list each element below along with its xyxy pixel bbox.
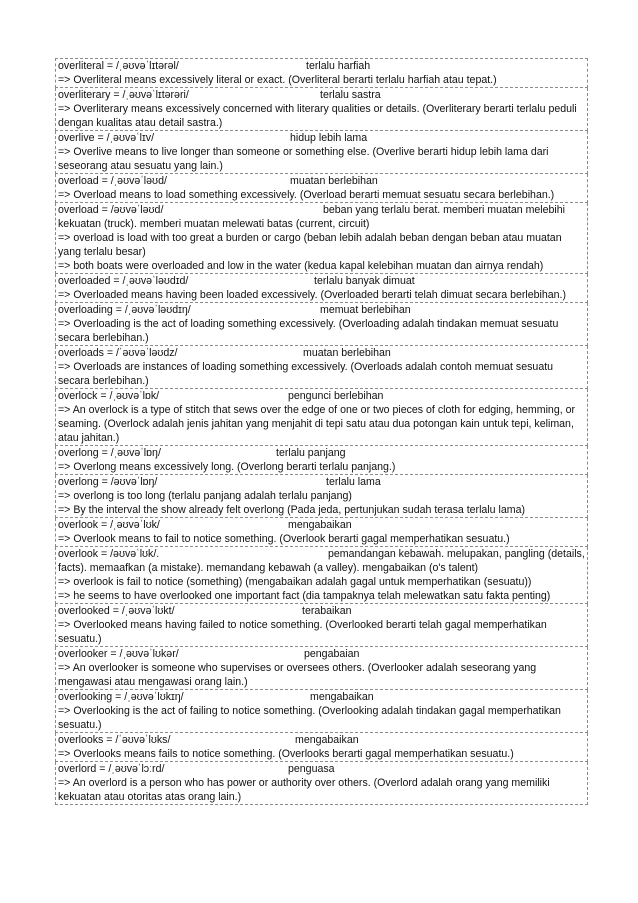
- entry-headword: overliteral = /ˌəʊvəˈlɪtərəl/: [58, 60, 179, 72]
- entry-headword: overliterary = /ˌəʊvəˈlɪtərəri/: [58, 89, 189, 101]
- entry-definition-line: => Overlook means to fail to notice something. (Overlook berarti gagal memperhatikan sesuatu.): [58, 533, 510, 545]
- entry-definition-line: => Overloads are instances of loading something excessively. (Overloads adalah contoh memuat sesuatu secara berlebihan.): [58, 361, 554, 387]
- entry-headword: overlook = /əʊvəˈlʊk/.: [58, 548, 160, 560]
- entry-definition-line: => Overload means to load something excessively. (Overload berarti memuat sesuatu secara berlebihan.): [58, 189, 555, 201]
- entry-headword: overlooks = /ˈəʊvəˈlʊks/: [58, 734, 171, 746]
- entry-translation: muatan berlebihan: [290, 175, 378, 187]
- entry-definition-line: => Overloaded means having been loaded excessively. (Overloaded berarti telah dimuat secara berlebihan.): [58, 289, 567, 301]
- entry-header-row: [58, 346, 585, 360]
- entry-definition-line: => Overlooks means fails to notice something. (Overlooks berarti gagal memperhatikan sesuatu.): [58, 748, 514, 760]
- entry-headword: overloaded = /ˌəʊvəˈləʊdɪd/: [58, 275, 189, 287]
- dictionary-entry: [55, 547, 588, 604]
- dictionary-entry: [55, 690, 588, 733]
- entry-header-row: [58, 389, 585, 403]
- entry-headword: overload = /əʊvəˈləʊd/: [58, 204, 164, 216]
- dictionary-entry: [55, 88, 588, 131]
- entry-definition-line: => An overlock is a type of stitch that sews over the edge of one or two pieces of cloth for edging, hemming, or seaming. (Overlock adalah jenis jahitan yang menjahit di tepi satu atau dua potongan kain untuk tepi, keliman, atau jahitan.): [58, 404, 576, 444]
- entry-header-row: [58, 647, 585, 661]
- entry-headword: overlock = /ˌəʊvəˈlɒk/: [58, 390, 160, 402]
- entry-header-row: [58, 547, 585, 575]
- entry-translation: terlalu panjang: [276, 447, 346, 459]
- entry-definition-line: => Overloading is the act of loading something excessively. (Overloading adalah tindakan memuat sesuatu secara berlebihan.): [58, 318, 559, 344]
- entry-definition-line: => he seems to have overlooked one important fact (dia tampaknya telah melewatkan satu fakta penting): [58, 590, 551, 602]
- dictionary-entry: [55, 446, 588, 475]
- entry-header-row: [58, 446, 585, 460]
- entry-definition-line: => overload is load with too great a burden or cargo (beban lebih adalah beban dengan beban atau muatan yang terlalu besar): [58, 232, 562, 258]
- entry-definition-line: => By the interval the show already felt overlong (Pada jeda, pertunjukan sudah terasa terlalu lama): [58, 504, 525, 516]
- entry-definition-line: => both boats were overloaded and low in the water (kedua kapal kelebihan muatan dan airnya rendah): [58, 260, 544, 272]
- entry-header-row: [58, 131, 585, 145]
- entry-definition-line: => Overliterary means excessively concerned with literary qualities or details. (Overliterary berarti terlalu peduli dengan kualitas atau detail sastra.): [58, 103, 577, 129]
- entry-translation: mengabaikan: [288, 519, 352, 531]
- entry-headword: overlong = /əʊvəˈlɒŋ/: [58, 476, 158, 488]
- entry-translation: pemandangan kebawah. melupakan, pangling (details, facts). memaafkan (a mistake). memandang kebawah (a valley). mengabaikan (o's talent): [58, 548, 585, 574]
- entry-translation: terlalu lama: [326, 476, 381, 488]
- entry-header-row: [58, 88, 585, 102]
- entry-header-row: [58, 203, 585, 231]
- entry-definition-line: => overlong is too long (terlalu panjang adalah terlalu panjang): [58, 490, 352, 502]
- entry-translation: terabaikan: [302, 605, 352, 617]
- dictionary-entry: [55, 346, 588, 389]
- dictionary-entry: [55, 303, 588, 346]
- entry-definition-line: => An overlord is a person who has power or authority over others. (Overlord adalah orang yang memiliki kekuatan atau otoritas atas orang lain.): [58, 777, 550, 803]
- entry-translation: terlalu sastra: [320, 89, 381, 101]
- entry-header-row: [58, 174, 585, 188]
- entry-translation: terlalu banyak dimuat: [314, 275, 415, 287]
- entry-definition-line: => Overlooking is the act of failing to notice something. (Overlooking adalah tindakan gagal memperhatikan sesuatu.): [58, 705, 561, 731]
- entry-definition-line: => An overlooker is someone who supervises or oversees others. (Overlooker adalah seseorang yang mengawasi atau mengawasi orang lain.): [58, 662, 537, 688]
- entry-translation: mengabaikan: [295, 734, 359, 746]
- entry-definition-line: => Overlive means to live longer than someone or something else. (Overlive berarti hidup lebih lama dari seseorang atau sesuatu yang lain.): [58, 146, 549, 172]
- entry-header-row: [58, 475, 585, 489]
- entry-headword: overlook = /ˌəʊvəˈlʊk/: [58, 519, 160, 531]
- entry-headword: overlooked = /ˌəʊvəˈlʊkt/: [58, 605, 175, 617]
- entry-definition-line: => Overliteral means excessively literal or exact. (Overliteral berarti terlalu harfiah atau tepat.): [58, 74, 497, 86]
- dictionary-entry: [55, 762, 588, 805]
- dictionary-entry: [55, 131, 588, 174]
- entry-header-row: [58, 518, 585, 532]
- dictionary-entry: [55, 274, 588, 303]
- entry-definition-line: => Overlong means excessively long. (Overlong berarti terlalu panjang.): [58, 461, 396, 473]
- dictionary-entry: [55, 203, 588, 274]
- entry-translation: pengunci berlebihan: [288, 390, 384, 402]
- entry-headword: overlong = /ˌəʊvəˈlɒŋ/: [58, 447, 161, 459]
- entry-translation: pengabaian: [304, 648, 360, 660]
- entry-header-row: [58, 690, 585, 704]
- entry-translation: muatan berlebihan: [303, 347, 391, 359]
- entry-translation: beban yang terlalu berat. memberi muatan melebihi kekuatan (truck). memberi muatan melewati batas (current, circuit): [58, 204, 566, 230]
- entry-translation: memuat berlebihan: [320, 304, 411, 316]
- entry-translation: terlalu harfiah: [306, 60, 371, 72]
- entry-headword: overloads = /ˈəʊvəˈləʊdz/: [58, 347, 178, 359]
- entry-definition-line: => Overlooked means having failed to notice something. (Overlooked berarti telah gagal memperhatikan sesuatu.): [58, 619, 547, 645]
- dictionary-page: [55, 58, 588, 805]
- dictionary-entry: [55, 475, 588, 518]
- entry-headword: overload = /ˌəʊvəˈləʊd/: [58, 175, 167, 187]
- dictionary-entry: [55, 58, 588, 88]
- entry-headword: overlive = /ˌəʊvəˈlɪv/: [58, 132, 155, 144]
- entry-header-row: [58, 274, 585, 288]
- dictionary-entry: [55, 647, 588, 690]
- entry-headword: overlooker = /ˌəʊvəˈlʊkər/: [58, 648, 179, 660]
- dictionary-entry: [55, 604, 588, 647]
- entry-headword: overlooking = /ˌəʊvəˈlʊkɪŋ/: [58, 691, 184, 703]
- entry-translation: hidup lebih lama: [290, 132, 368, 144]
- entry-header-row: [58, 733, 585, 747]
- dictionary-entry: [55, 389, 588, 446]
- entry-headword: overlord = /ˌəʊvəˈlɔːrd/: [58, 763, 165, 775]
- entry-translation: mengabaikan: [310, 691, 374, 703]
- entry-header-row: [58, 762, 585, 776]
- entry-header-row: [58, 303, 585, 317]
- entry-headword: overloading = /ˌəʊvəˈləʊdɪŋ/: [58, 304, 191, 316]
- entry-header-row: [58, 604, 585, 618]
- entry-definition-line: => overlook is fail to notice (something) (mengabaikan adalah gagal untuk memperhatikan (sesuatu)): [58, 576, 532, 588]
- entry-translation: penguasa: [288, 763, 335, 775]
- dictionary-entry: [55, 733, 588, 762]
- dictionary-entry: [55, 518, 588, 547]
- dictionary-entry: [55, 174, 588, 203]
- entry-header-row: [58, 59, 585, 73]
